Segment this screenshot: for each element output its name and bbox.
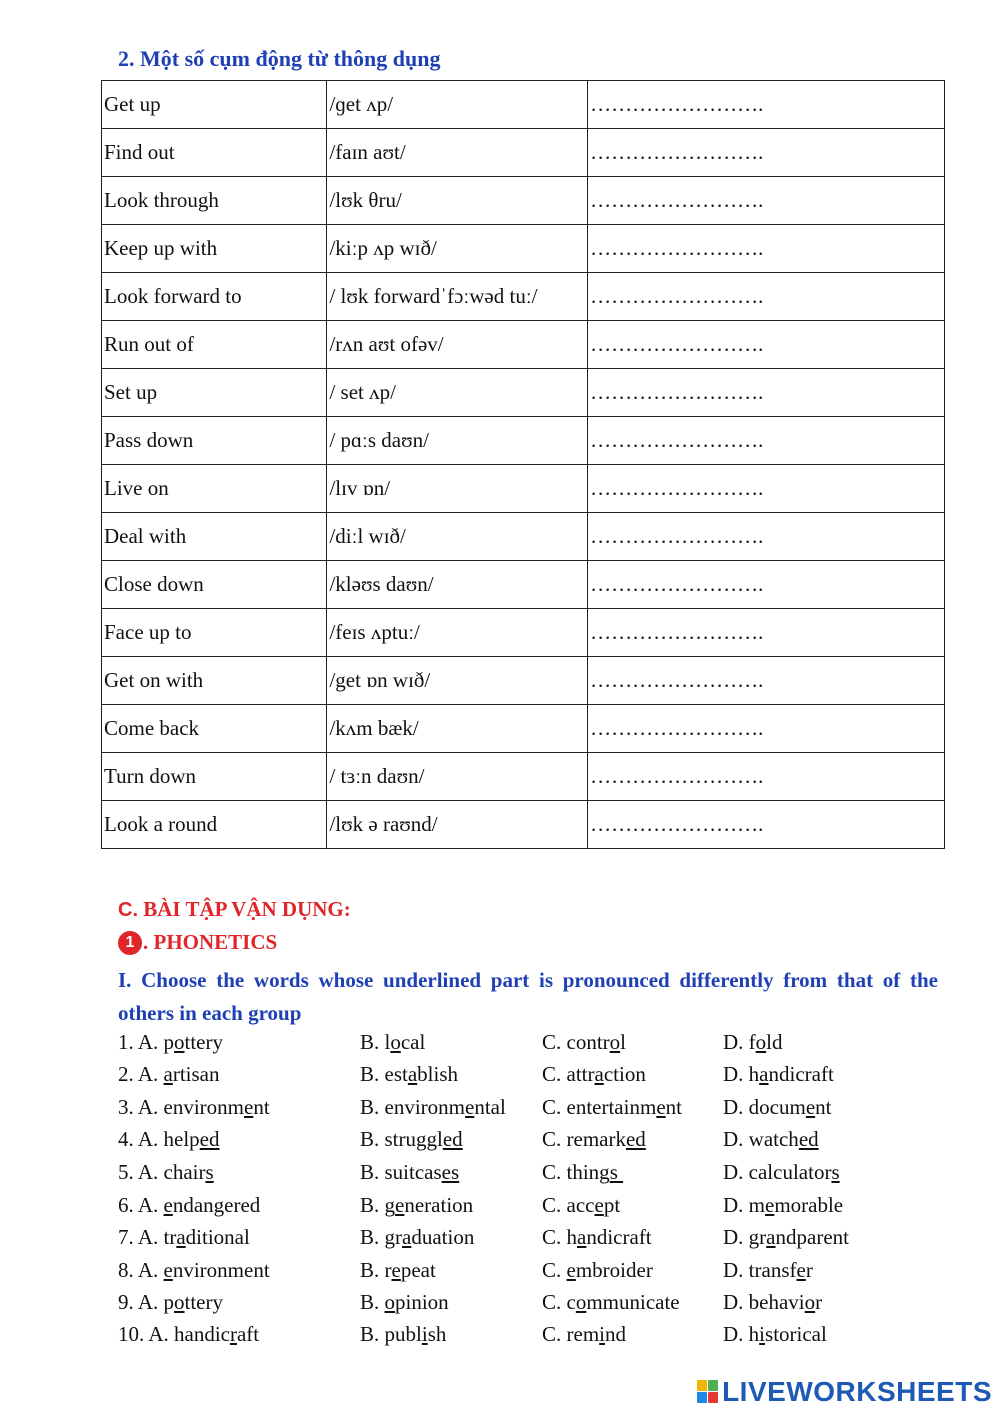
number-one-circle-icon: 1 bbox=[118, 931, 142, 955]
underlined-part: es bbox=[441, 1160, 460, 1184]
ipa-cell: /kləʊs daʊn/ bbox=[327, 561, 588, 609]
option-text: B. est bbox=[360, 1062, 408, 1086]
underlined-part: e bbox=[163, 1193, 173, 1217]
phrasal-verb-cell: Get up bbox=[102, 81, 327, 129]
option-text: peat bbox=[400, 1258, 436, 1282]
logo-grid-icon bbox=[697, 1380, 719, 1404]
option-text: cal bbox=[400, 1030, 426, 1054]
underlined-part: e bbox=[656, 1095, 666, 1119]
answer-option[interactable] bbox=[723, 1193, 843, 1218]
exercise-heading-text: BÀI TẬP VẬN DỤNG: bbox=[138, 897, 351, 921]
question-row bbox=[118, 1030, 978, 1062]
answer-option[interactable] bbox=[360, 1127, 463, 1152]
answer-option[interactable] bbox=[542, 1322, 626, 1347]
option-text: neration bbox=[404, 1193, 474, 1217]
table-row bbox=[102, 321, 945, 369]
phrasal-verb-cell: Pass down bbox=[102, 417, 327, 465]
answer-option[interactable] bbox=[118, 1258, 270, 1283]
answer-blank-cell[interactable]: ……………………. bbox=[588, 801, 945, 849]
option-text: B. environm bbox=[360, 1095, 465, 1119]
answer-option[interactable] bbox=[542, 1290, 680, 1315]
answer-option[interactable] bbox=[542, 1225, 652, 1250]
option-text: D. calculator bbox=[723, 1160, 832, 1184]
answer-option[interactable] bbox=[360, 1160, 459, 1185]
answer-option[interactable] bbox=[360, 1225, 474, 1250]
option-text: B. r bbox=[360, 1258, 392, 1282]
underlined-part: a bbox=[766, 1225, 776, 1249]
underlined-part: o bbox=[384, 1290, 396, 1314]
table-row bbox=[102, 81, 945, 129]
underlined-part: e bbox=[566, 1258, 576, 1282]
answer-option[interactable] bbox=[360, 1258, 436, 1283]
answer-option[interactable] bbox=[542, 1095, 682, 1120]
option-text: 9. A. p bbox=[118, 1290, 175, 1314]
option-text: ndicraft bbox=[586, 1225, 652, 1249]
answer-blank-cell[interactable]: ……………………. bbox=[588, 273, 945, 321]
underlined-part: o bbox=[390, 1030, 401, 1054]
answer-option[interactable] bbox=[118, 1225, 250, 1250]
option-text: morable bbox=[774, 1193, 844, 1217]
phrasal-verb-cell: Face up to bbox=[102, 609, 327, 657]
option-text: B. l bbox=[360, 1030, 391, 1054]
phrasal-verb-cell: Live on bbox=[102, 465, 327, 513]
option-text: pinion bbox=[395, 1290, 449, 1314]
underlined-part: e bbox=[395, 1193, 405, 1217]
ipa-cell: / pɑːs daʊn/ bbox=[327, 417, 588, 465]
option-text: ndicraft bbox=[768, 1062, 834, 1086]
option-text: r bbox=[805, 1258, 813, 1282]
answer-option[interactable] bbox=[118, 1062, 220, 1087]
answer-blank-cell[interactable]: ……………………. bbox=[588, 129, 945, 177]
question-row bbox=[118, 1095, 978, 1127]
option-text: C. attr bbox=[542, 1062, 595, 1086]
answer-blank-cell[interactable]: ……………………. bbox=[588, 513, 945, 561]
phrasal-verb-cell: Keep up with bbox=[102, 225, 327, 273]
option-text: nt bbox=[815, 1095, 832, 1119]
ipa-cell: /feɪs ʌptuː/ bbox=[327, 609, 588, 657]
answer-option[interactable] bbox=[542, 1062, 646, 1087]
phonetics-heading-text: . PHONETICS bbox=[143, 930, 278, 954]
option-text: 3. A. environm bbox=[118, 1095, 244, 1119]
answer-option[interactable] bbox=[723, 1322, 827, 1347]
answer-option[interactable] bbox=[118, 1290, 223, 1315]
underlined-part: s bbox=[205, 1160, 214, 1184]
option-text: C. acc bbox=[542, 1193, 595, 1217]
question-row bbox=[118, 1062, 978, 1094]
option-text: C. rem bbox=[542, 1322, 600, 1346]
underlined-part: ed bbox=[199, 1127, 220, 1151]
option-text: ndparent bbox=[775, 1225, 849, 1249]
question-row bbox=[118, 1127, 978, 1159]
question-row bbox=[118, 1160, 978, 1192]
exercise-heading-letter: C. bbox=[118, 899, 138, 921]
option-text: 6. A. bbox=[118, 1193, 164, 1217]
underlined-part: a bbox=[176, 1225, 186, 1249]
phrasal-verb-cell: Set up bbox=[102, 369, 327, 417]
underlined-part: e bbox=[391, 1258, 401, 1282]
ipa-cell: /lɪv ɒn/ bbox=[327, 465, 588, 513]
table-row bbox=[102, 273, 945, 321]
question-row bbox=[118, 1193, 978, 1225]
option-text: C. c bbox=[542, 1290, 576, 1314]
section-title: 2. Một số cụm động từ thông dụng bbox=[118, 46, 441, 71]
ipa-cell: / set ʌp/ bbox=[327, 369, 588, 417]
option-text: ntal bbox=[474, 1095, 506, 1119]
option-text: r bbox=[815, 1290, 823, 1314]
question-row bbox=[118, 1225, 978, 1257]
answer-option[interactable] bbox=[542, 1160, 623, 1185]
option-text: duation bbox=[411, 1225, 475, 1249]
option-text: nd bbox=[605, 1322, 626, 1346]
option-text: sh bbox=[427, 1322, 447, 1346]
option-text: D. behavi bbox=[723, 1290, 805, 1314]
option-text: storical bbox=[765, 1322, 827, 1346]
answer-option[interactable] bbox=[723, 1160, 840, 1185]
phrasal-verbs-table bbox=[101, 80, 945, 849]
underlined-part: e bbox=[796, 1258, 806, 1282]
ipa-cell: /lʊk θru/ bbox=[327, 177, 588, 225]
table-row bbox=[102, 513, 945, 561]
answer-option[interactable] bbox=[118, 1193, 260, 1218]
option-text: blish bbox=[417, 1062, 459, 1086]
ipa-cell: / tɜːn daʊn/ bbox=[327, 753, 588, 801]
answer-option[interactable] bbox=[723, 1127, 819, 1152]
answer-option[interactable] bbox=[723, 1258, 813, 1283]
option-text: 7. A. tr bbox=[118, 1225, 177, 1249]
underlined-part: o bbox=[174, 1030, 185, 1054]
table-row bbox=[102, 657, 945, 705]
answer-option[interactable] bbox=[542, 1193, 620, 1218]
phrasal-verb-cell: Turn down bbox=[102, 753, 327, 801]
phrasal-verb-cell: Run out of bbox=[102, 321, 327, 369]
table-row bbox=[102, 225, 945, 273]
table-row bbox=[102, 705, 945, 753]
option-text: 8. A. bbox=[118, 1258, 164, 1282]
underlined-part: e bbox=[765, 1193, 775, 1217]
underlined-part: o bbox=[609, 1030, 621, 1054]
phrasal-verb-cell: Close down bbox=[102, 561, 327, 609]
question-row bbox=[118, 1322, 978, 1354]
underlined-part: a bbox=[759, 1062, 769, 1086]
answer-option[interactable] bbox=[360, 1290, 449, 1315]
answer-blank-cell[interactable]: ……………………. bbox=[588, 657, 945, 705]
option-text: B. gr bbox=[360, 1225, 402, 1249]
table-row bbox=[102, 561, 945, 609]
option-text: B. struggl bbox=[360, 1127, 443, 1151]
table-row bbox=[102, 417, 945, 465]
option-text: ld bbox=[766, 1030, 783, 1054]
option-text: 10. A. handic bbox=[118, 1322, 230, 1346]
underlined-part: e bbox=[594, 1193, 604, 1217]
answer-option[interactable] bbox=[118, 1322, 259, 1347]
underlined-part: a bbox=[594, 1062, 604, 1086]
underlined-part: s bbox=[609, 1160, 624, 1184]
option-text: D. m bbox=[723, 1193, 765, 1217]
option-text: B. g bbox=[360, 1193, 396, 1217]
option-text: 4. A. help bbox=[118, 1127, 200, 1151]
answer-blank-cell[interactable]: ……………………. bbox=[588, 609, 945, 657]
answer-option[interactable] bbox=[360, 1322, 446, 1347]
ipa-cell: /ɡet ʌp/ bbox=[327, 81, 588, 129]
table-row bbox=[102, 609, 945, 657]
answer-option[interactable] bbox=[723, 1062, 834, 1087]
answer-option[interactable] bbox=[118, 1127, 220, 1152]
underlined-part: o bbox=[755, 1030, 767, 1054]
underlined-part: ed bbox=[442, 1127, 463, 1151]
table-row bbox=[102, 465, 945, 513]
option-text: D. watch bbox=[723, 1127, 799, 1151]
phrasal-verb-cell: Look a round bbox=[102, 801, 327, 849]
answer-option[interactable] bbox=[723, 1290, 822, 1315]
question-row bbox=[118, 1258, 978, 1290]
option-text: 1. A. p bbox=[118, 1030, 175, 1054]
option-text: mbroider bbox=[575, 1258, 653, 1282]
underlined-part: i bbox=[421, 1322, 428, 1346]
underlined-part: o bbox=[174, 1290, 185, 1314]
table-row bbox=[102, 801, 945, 849]
option-text: D. h bbox=[723, 1322, 760, 1346]
underlined-part: r bbox=[229, 1322, 237, 1346]
option-text: ditional bbox=[185, 1225, 250, 1249]
phrasal-verb-cell: Come back bbox=[102, 705, 327, 753]
phrasal-verb-cell: Deal with bbox=[102, 513, 327, 561]
table-row bbox=[102, 369, 945, 417]
answer-option[interactable] bbox=[542, 1030, 626, 1055]
underlined-part: o bbox=[575, 1290, 587, 1314]
answer-option[interactable] bbox=[723, 1225, 849, 1250]
underlined-part: a bbox=[163, 1062, 173, 1086]
ipa-cell: / lʊk forwardˈfɔːwəd tuː/ bbox=[327, 273, 588, 321]
option-text: ttery bbox=[184, 1290, 223, 1314]
option-text: D. gr bbox=[723, 1225, 767, 1249]
option-text: mmunicate bbox=[586, 1290, 680, 1314]
ipa-cell: /kʌm bæk/ bbox=[327, 705, 588, 753]
answer-option[interactable] bbox=[542, 1258, 653, 1283]
ipa-cell: /diːl wɪð/ bbox=[327, 513, 588, 561]
answer-blank-cell[interactable]: ……………………. bbox=[588, 465, 945, 513]
option-text: D. transf bbox=[723, 1258, 797, 1282]
answer-option[interactable] bbox=[118, 1030, 223, 1055]
table-row bbox=[102, 753, 945, 801]
option-text: C. entertainm bbox=[542, 1095, 657, 1119]
answer-option[interactable] bbox=[360, 1095, 506, 1120]
underlined-part: a bbox=[407, 1062, 418, 1086]
option-text: ttery bbox=[184, 1030, 223, 1054]
underlined-part: o bbox=[804, 1290, 816, 1314]
underlined-part: e bbox=[163, 1258, 173, 1282]
answer-blank-cell[interactable]: ……………………. bbox=[588, 177, 945, 225]
phrasal-verb-cell: Find out bbox=[102, 129, 327, 177]
underlined-part: e bbox=[244, 1095, 254, 1119]
option-text: D. f bbox=[723, 1030, 756, 1054]
underlined-part: ed bbox=[798, 1127, 819, 1151]
option-text: 5. A. chair bbox=[118, 1160, 206, 1184]
option-text: ction bbox=[603, 1062, 646, 1086]
option-text: B. bbox=[360, 1290, 385, 1314]
option-text: B. suitcas bbox=[360, 1160, 442, 1184]
option-text: 2. A. bbox=[118, 1062, 164, 1086]
table-row bbox=[102, 129, 945, 177]
exercise-heading bbox=[118, 897, 351, 922]
option-text: B. publ bbox=[360, 1322, 422, 1346]
answer-option[interactable] bbox=[723, 1095, 832, 1120]
answer-blank-cell[interactable]: ……………………. bbox=[588, 369, 945, 417]
option-text: rtisan bbox=[172, 1062, 220, 1086]
option-text: pt bbox=[603, 1193, 621, 1217]
phrasal-verb-cell: Look through bbox=[102, 177, 327, 225]
underlined-part: s bbox=[831, 1160, 840, 1184]
answer-option[interactable] bbox=[118, 1095, 270, 1120]
ipa-cell: /faɪn aʊt/ bbox=[327, 129, 588, 177]
ipa-cell: /get ɒn wɪð/ bbox=[327, 657, 588, 705]
option-text: nt bbox=[253, 1095, 270, 1119]
answer-option[interactable] bbox=[723, 1030, 783, 1055]
answer-blank-cell[interactable]: ……………………. bbox=[588, 225, 945, 273]
answer-blank-cell[interactable]: ……………………. bbox=[588, 753, 945, 801]
underlined-part: a bbox=[402, 1225, 412, 1249]
ipa-cell: /rʌn aʊt ofəv/ bbox=[327, 321, 588, 369]
answer-blank-cell[interactable]: ……………………. bbox=[588, 417, 945, 465]
answer-option[interactable] bbox=[360, 1062, 458, 1087]
ipa-cell: /kiːp ʌp wɪð/ bbox=[327, 225, 588, 273]
ipa-cell: /lʊk ə raʊnd/ bbox=[327, 801, 588, 849]
option-text: nt bbox=[665, 1095, 682, 1119]
option-text: C. thing bbox=[542, 1160, 610, 1184]
underlined-part: ed bbox=[625, 1127, 646, 1151]
option-text: C. contr bbox=[542, 1030, 610, 1054]
option-text: ndangered bbox=[172, 1193, 261, 1217]
underlined-part: a bbox=[577, 1225, 587, 1249]
answer-option[interactable] bbox=[542, 1127, 646, 1152]
answer-option[interactable] bbox=[118, 1160, 214, 1185]
answer-blank-cell[interactable]: ……………………. bbox=[588, 561, 945, 609]
option-text: C. bbox=[542, 1258, 567, 1282]
answer-option[interactable] bbox=[360, 1193, 473, 1218]
option-text: nvironment bbox=[172, 1258, 270, 1282]
answer-blank-cell[interactable]: ……………………. bbox=[588, 81, 945, 129]
answer-blank-cell[interactable]: ……………………. bbox=[588, 321, 945, 369]
phonetics-heading bbox=[118, 930, 277, 955]
answer-option[interactable] bbox=[360, 1030, 425, 1055]
liveworksheets-logo[interactable] bbox=[697, 1376, 992, 1408]
option-text: D. h bbox=[723, 1062, 760, 1086]
option-text: C. h bbox=[542, 1225, 578, 1249]
answer-blank-cell[interactable]: ……………………. bbox=[588, 705, 945, 753]
table-row bbox=[102, 177, 945, 225]
option-text: l bbox=[620, 1030, 626, 1054]
option-text: D. docum bbox=[723, 1095, 806, 1119]
phrasal-verb-cell: Get on with bbox=[102, 657, 327, 705]
underlined-part: e bbox=[805, 1095, 816, 1119]
underlined-part: i bbox=[759, 1322, 766, 1346]
underlined-part: i bbox=[599, 1322, 605, 1346]
option-text: aft bbox=[236, 1322, 260, 1346]
option-text: C. remark bbox=[542, 1127, 626, 1151]
underlined-part: e bbox=[465, 1095, 475, 1119]
question-row bbox=[118, 1290, 978, 1322]
logo-text: LIVEWORKSHEETS bbox=[722, 1376, 992, 1407]
exercise-instruction: I. Choose the words whose underlined part is pronounced differently from that of the others in each group bbox=[118, 968, 938, 1025]
phrasal-verb-cell: Look forward to bbox=[102, 273, 327, 321]
